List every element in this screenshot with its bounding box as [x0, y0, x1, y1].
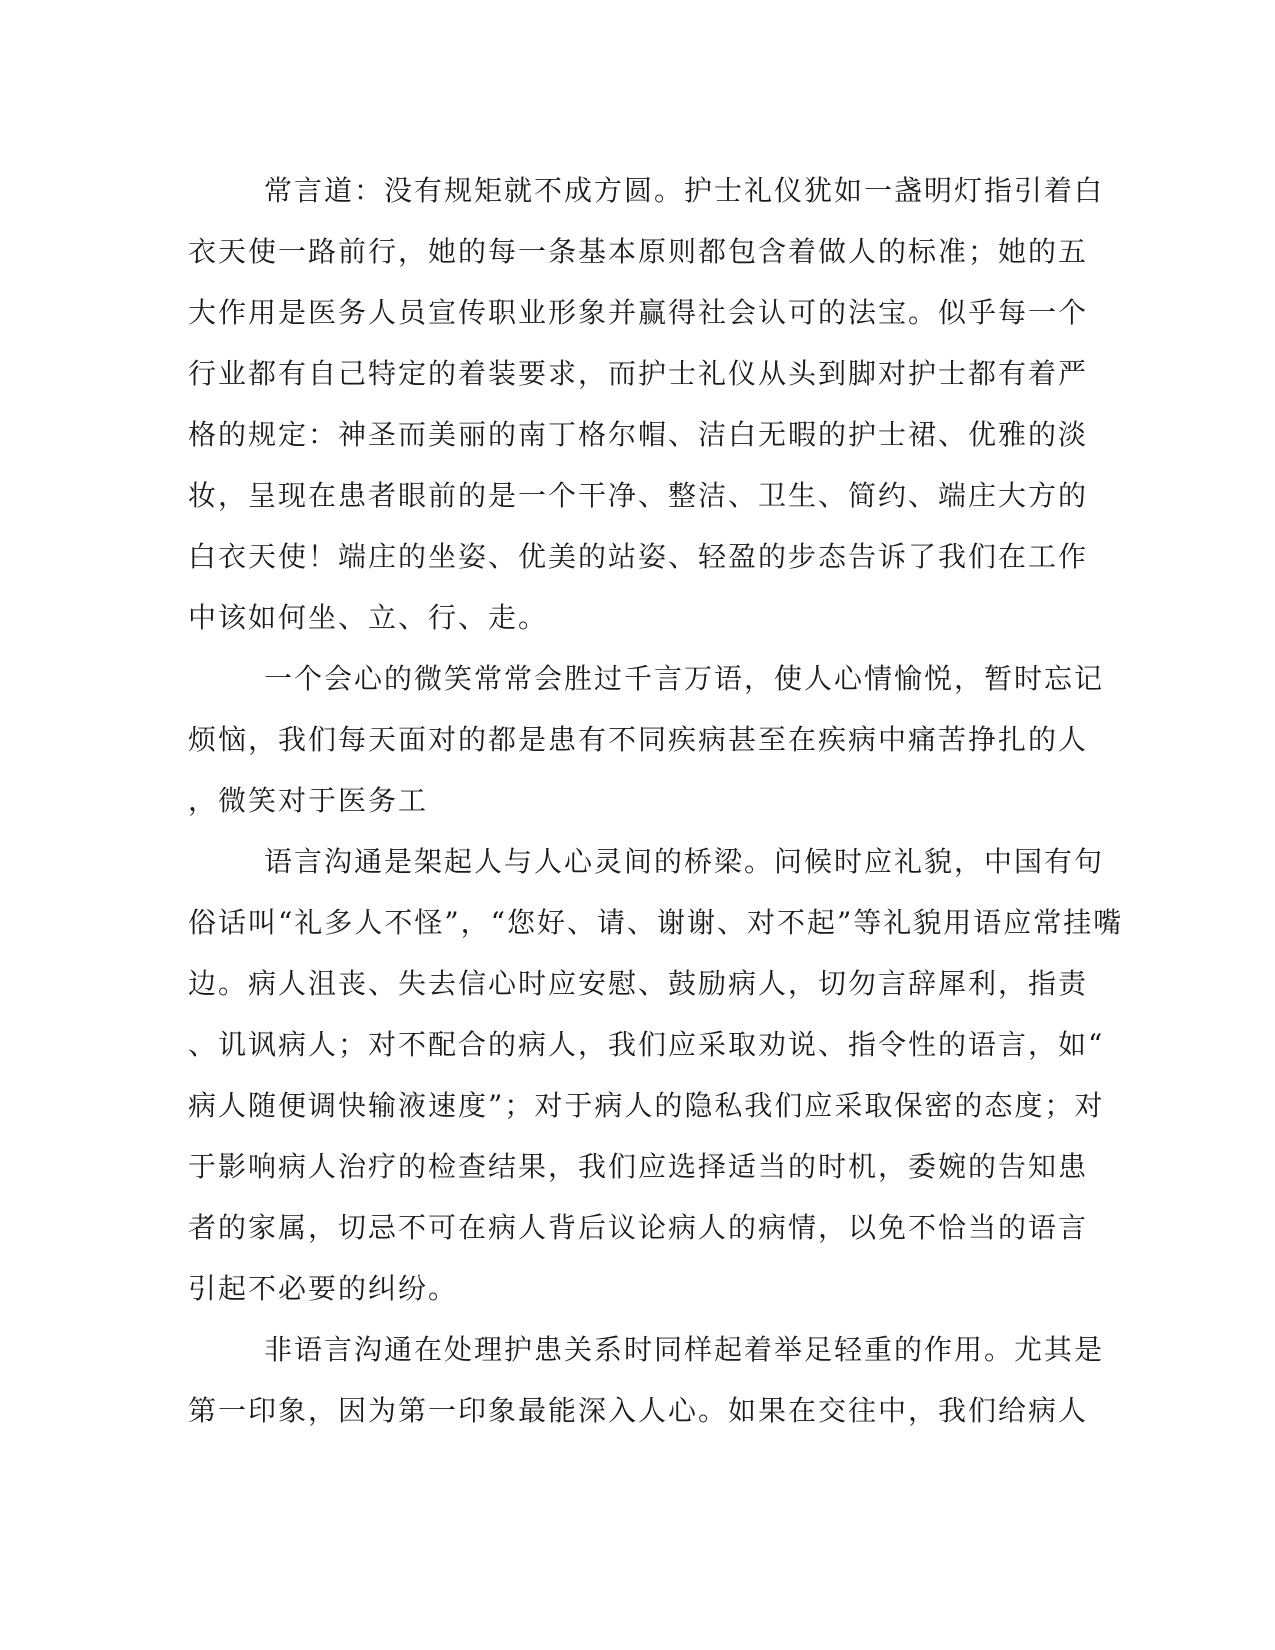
text-line: 衣天使一路前行，她的每一条基本原则都包含着做人的标准；她的五	[188, 235, 1089, 268]
text-line: 格的规定：神圣而美丽的南丁格尔帽、洁白无暇的护士裙、优雅的淡	[188, 418, 1089, 451]
text-line: ，微笑对于医务工	[188, 784, 429, 817]
text-line: 行业都有自己特定的着装要求，而护士礼仪从头到脚对护士都有着严	[188, 357, 1089, 390]
text-line: 中该如何坐、立、行、走。	[188, 601, 549, 634]
text-line: 非语言沟通在处理护患关系时同样起着举足轻重的作用。尤其是	[264, 1333, 1105, 1366]
text-line: 烦恼，我们每天面对的都是患有不同疾病甚至在疾病中痛苦挣扎的人	[188, 723, 1089, 756]
paragraph-smile	[188, 648, 1105, 831]
text-line: 常言道：没有规矩就不成方圆。护士礼仪犹如一盏明灯指引着白	[264, 174, 1105, 207]
text-line: 者的家属，切忌不可在病人背后议论病人的病情，以免不恰当的语言	[188, 1211, 1089, 1244]
text-line: 第一印象，因为第一印象最能深入人心。如果在交往中，我们给病人	[188, 1394, 1089, 1427]
text-line: 白衣天使！端庄的坐姿、优美的站姿、轻盈的步态告诉了我们在工作	[188, 540, 1089, 573]
text-line: 一个会心的微笑常常会胜过千言万语，使人心情愉悦，暂时忘记	[264, 662, 1105, 695]
paragraph-nonverbal-communication	[188, 1319, 1105, 1441]
paragraph-verbal-communication	[188, 831, 1124, 1319]
text-line: 边。病人沮丧、失去信心时应安慰、鼓励病人，切勿言辞犀利，指责	[188, 967, 1089, 1000]
text-line: 病人随便调快输液速度”；对于病人的隐私我们应采取保密的态度；对	[188, 1089, 1105, 1122]
text-line: 妆，呈现在患者眼前的是一个干净、整洁、卫生、简约、端庄大方的	[188, 479, 1089, 512]
text-line: 于影响病人治疗的检查结果，我们应选择适当的时机，委婉的告知患	[188, 1150, 1089, 1183]
text-line: 、讥讽病人；对不配合的病人，我们应采取劝说、指令性的语言，如“	[188, 1028, 1105, 1061]
document-body	[188, 160, 1124, 1441]
text-line: 俗话叫“礼多人不怪”，“您好、请、谢谢、对不起”等礼貌用语应常挂嘴	[188, 906, 1124, 939]
text-line: 引起不必要的纠纷。	[188, 1272, 459, 1305]
text-line: 语言沟通是架起人与人心灵间的桥梁。问候时应礼貌，中国有句	[264, 845, 1105, 878]
paragraph-etiquette-intro	[188, 160, 1105, 648]
text-line: 大作用是医务人员宣传职业形象并赢得社会认可的法宝。似乎每一个	[188, 296, 1089, 329]
